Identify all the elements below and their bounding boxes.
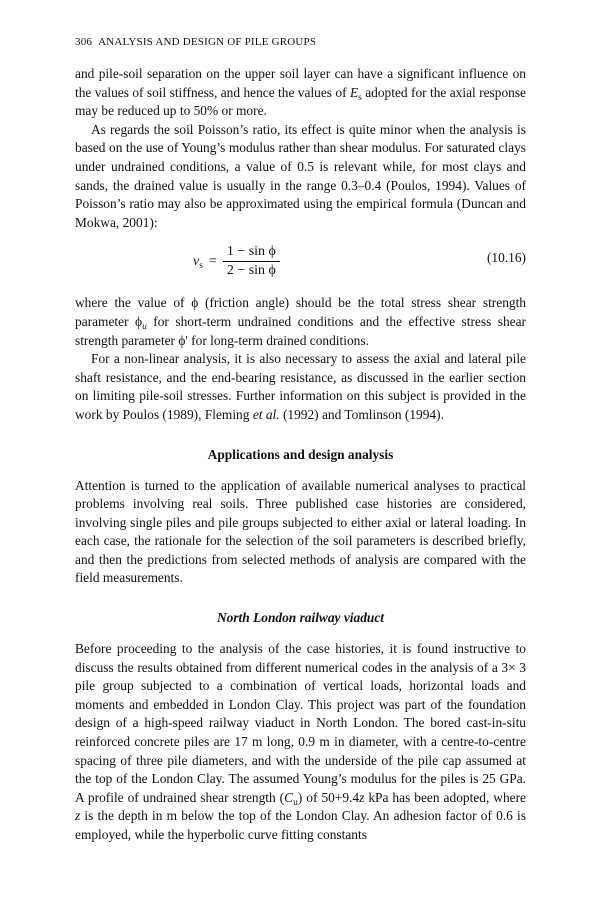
page [75, 36, 526, 845]
nu-subscript: s [199, 260, 203, 271]
running-title: ANALYSIS AND DESIGN OF PILE GROUPS [98, 36, 317, 48]
equation-number: (10.16) [486, 250, 526, 266]
equation-body [193, 244, 280, 279]
nu-symbol: v [193, 253, 200, 269]
text-span: For a non-linear analysis, it is also necessary to assess the axial and lateral pile shaft resistance, and the end-bearing resistance, as discussed in the earlier section on limiting pile-soil stresses. Further information on this subject is provided in the work by Poulos (1989), Fleming [75, 351, 526, 422]
numerator: 1 − sin ϕ [223, 244, 280, 262]
paragraph-3 [75, 294, 526, 350]
es-subscript: s [358, 92, 362, 103]
text-span: where the value of ϕ (friction angle) should be the total stress shear strength parameter [75, 295, 526, 329]
paragraph-4 [75, 350, 526, 424]
cu-subscript: u [293, 797, 298, 808]
z-symbol: z [75, 808, 81, 824]
es-symbol: E [349, 84, 359, 100]
fraction [223, 244, 280, 279]
equation-lhs [193, 254, 203, 270]
section-heading-applications: Applications and design analysis [207, 446, 394, 462]
paragraph-1 [75, 65, 526, 121]
subsection-heading-viaduct: North London railway viaduct [216, 610, 385, 626]
text-span: kPa has been adopted, where [364, 789, 526, 805]
denominator: 2 − sin ϕ [226, 263, 276, 279]
page-number: 306 [75, 36, 93, 48]
equation-10-16 [75, 238, 526, 286]
paragraph-viaduct [75, 640, 526, 845]
text-span: and pile-soil separation on the upper soil layer can have a significant influence on the values of soil stiffness, and hence the values of [75, 66, 526, 100]
running-head [75, 36, 526, 48]
text-span: is the depth in m below the top of the London Clay. An adhesion factor of 0.6 is employed, while the hyperbolic curve fitting constants [75, 808, 526, 842]
et-al: et al. [252, 406, 280, 422]
equals-sign: = [208, 253, 217, 269]
text-span: Before proceeding to the analysis of the case histories, it is found instructive to discuss the results obtained from different numerical codes in the analysis of a 3× 3 pile group subjected to a combination of vertical loads, horizontal loads and moments and embedded in London Clay. This project was part of the foundation design of a high-speed railway viaduct in North London. The bored cast-in-situ reinforced concrete piles are 17 m long, 0.9 m in diameter, with a centre-to-centre spacing of three pile diameters, and with the underside of the pile cap assumed at the top of the London Clay. The assumed Young’s modulus for the piles is 25 GPa. A profile of undrained shear strength ( [75, 641, 526, 805]
paragraph-2: As regards the soil Poisson’s ratio, its effect is quite minor when the analysis is based on the use of Young’s modulus rather than shear modulus. For saturated clays under undrained conditions, a value of 0.5 is relevant while, for most clays and sands, the drained value is usually in the range 0.3–0.4 (Poulos, 1994). Values of Poisson’s ratio may also be approximated using the empirical formula (Duncan and Mokwa, 2001): [75, 121, 526, 230]
text-span: adopted for the axial response may be reduced up to 50% or more. [75, 84, 526, 119]
text-span: ) of 50+9.4 [297, 789, 360, 805]
paragraph-applications: Attention is turned to the application of available numerical analyses to practical problems involving real soils. Three published case histories are considered, involving single piles and pile groups subjected to either axial or lateral loading. In each case, the rationale for the selection of the soil parameters is described briefly, and then the predictions from selected methods of analysis are compared with the field measurements. [75, 477, 526, 586]
cu-symbol: C [284, 789, 294, 805]
text-span: for short-term undrained conditions and the effective stress shear strength parameter ϕ' for long-term drained conditions. [75, 313, 526, 348]
text-span: (1992) and Tomlinson (1994). [279, 406, 444, 422]
z-symbol: z [359, 789, 365, 805]
phi-u-subscript: u [142, 321, 147, 332]
phi-u-symbol: ϕ [135, 313, 143, 329]
